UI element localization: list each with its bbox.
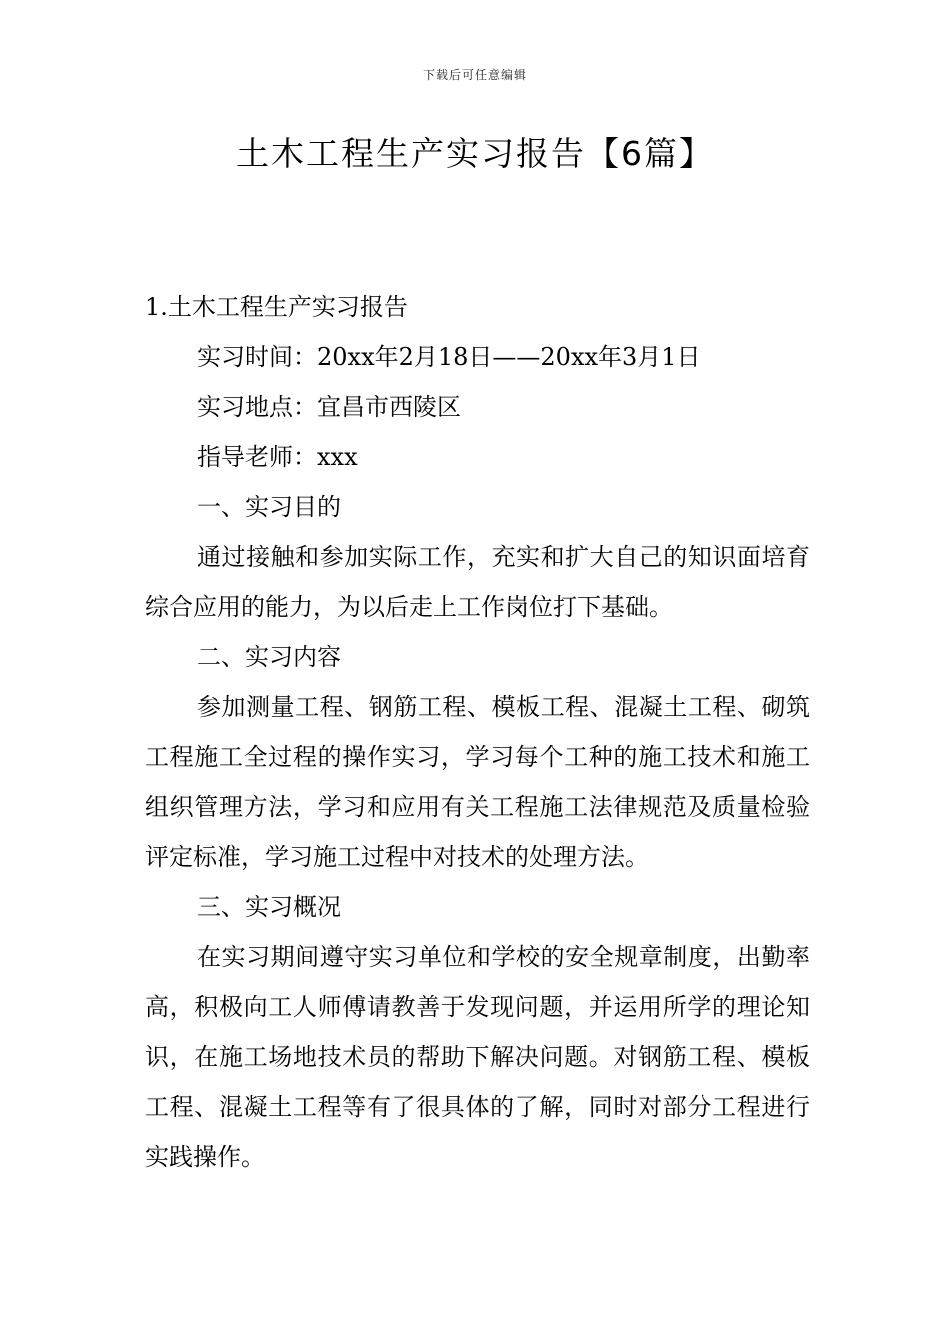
purpose-body: 通过接触和参加实际工作，充实和扩大自己的知识面培育综合应用的能力，为以后走上工作岗位打下基础。 — [145, 543, 810, 621]
content-heading: 二、实习内容 — [197, 643, 341, 671]
overview-heading: 三、实习概况 — [197, 893, 341, 921]
document-title: 土木工程生产实习报告【6篇】 — [236, 134, 714, 173]
internship-teacher: 指导老师：xxx — [197, 443, 358, 471]
internship-place: 实习地点：宜昌市西陵区 — [197, 393, 461, 421]
header-note: 下载后可任意编辑 — [422, 68, 527, 82]
internship-time: 实习时间：20xx年2月18日——20xx年3月1日 — [197, 343, 701, 371]
section-heading: 1.土木工程生产实习报告 — [145, 293, 408, 321]
document-body — [145, 282, 810, 1182]
purpose-heading: 一、实习目的 — [197, 493, 341, 521]
overview-body: 在实习期间遵守实习单位和学校的安全规章制度，出勤率高，积极向工人师傅请教善于发现问题，并运用所学的理论知识，在施工场地技术员的帮助下解决问题。对钢筋工程、模板工程、混凝土工程等有了很具体的了解，同时对部分工程进行实践操作。 — [145, 943, 810, 1171]
content-body: 参加测量工程、钢筋工程、模板工程、混凝土工程、砌筑工程施工全过程的操作实习，学习每个工种的施工技术和施工组织管理方法，学习和应用有关工程施工法律规范及质量检验评定标准，学习施工过程中对技术的处理方法。 — [145, 693, 810, 871]
